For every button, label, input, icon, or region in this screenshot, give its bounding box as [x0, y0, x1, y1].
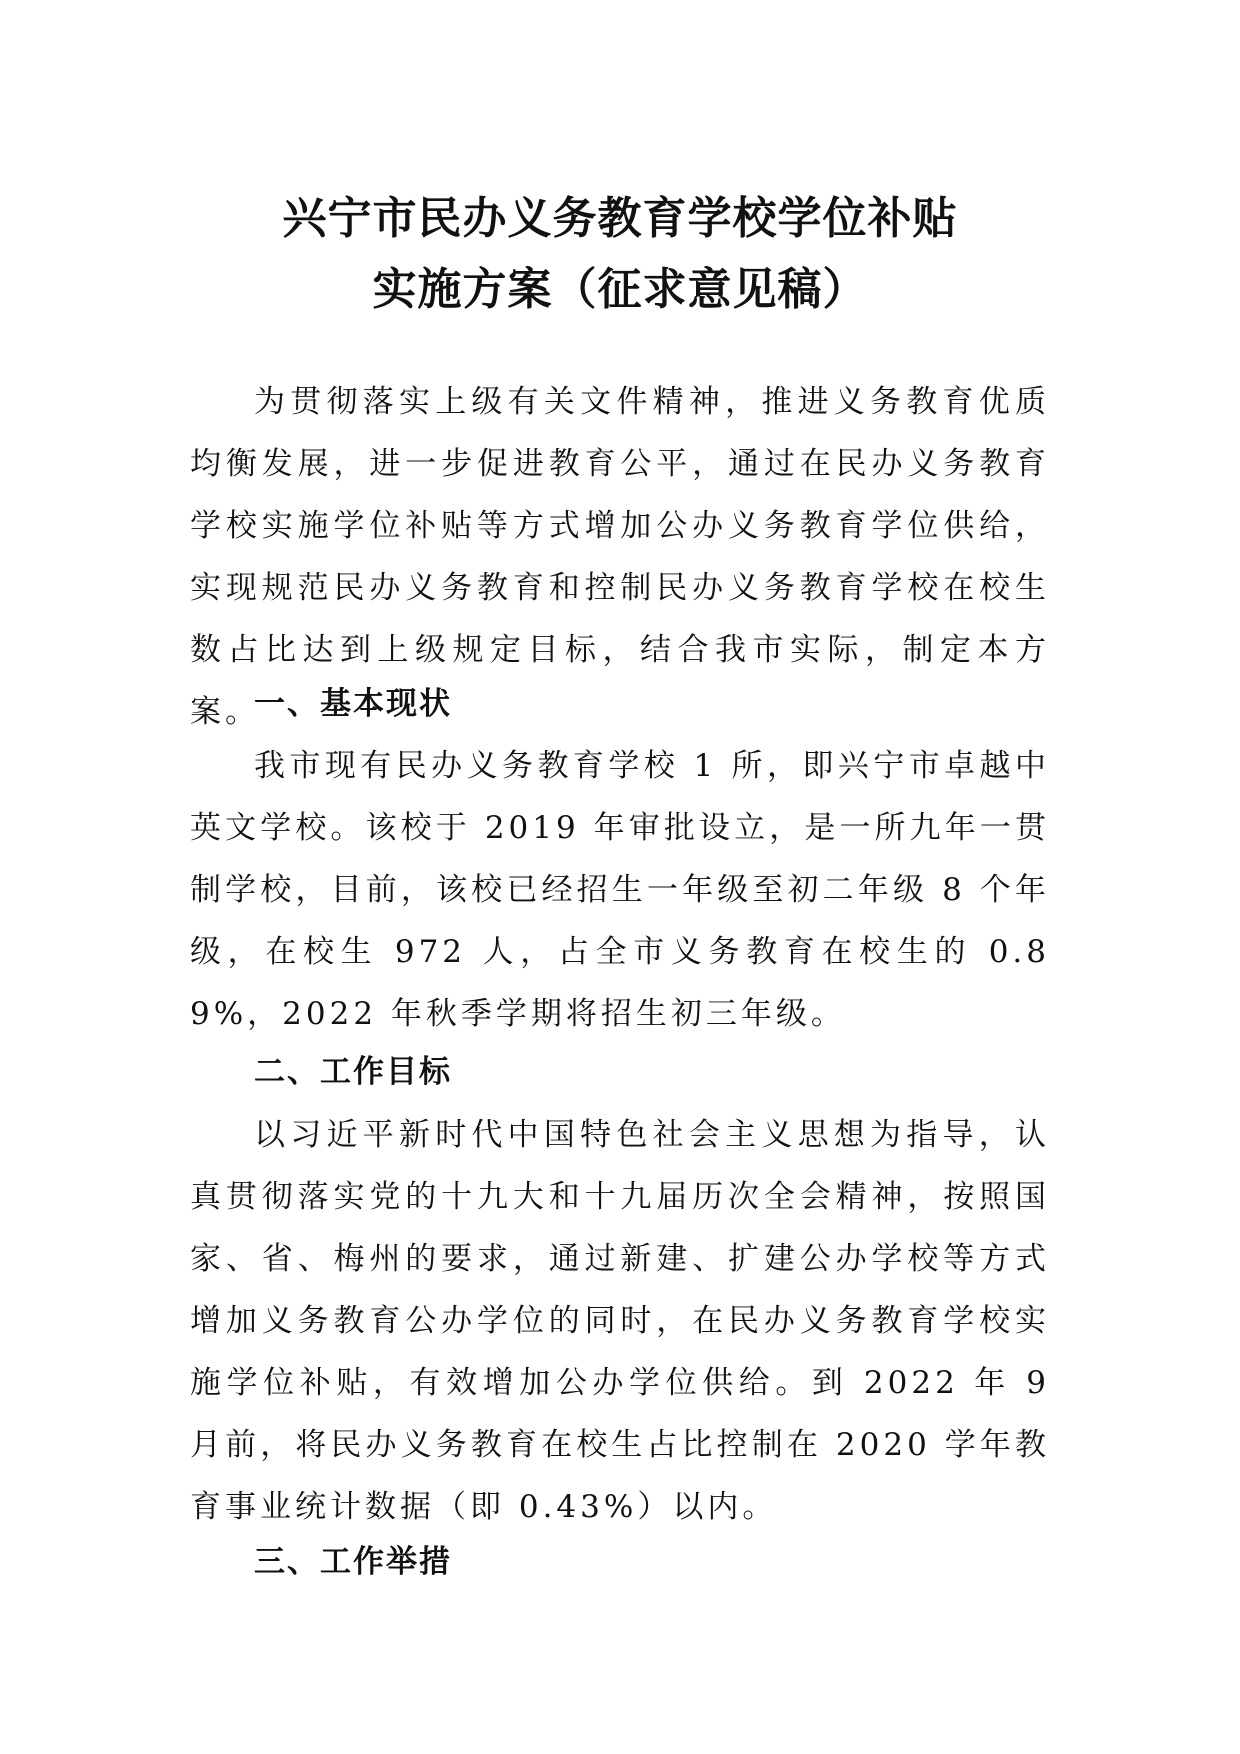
- section-heading-work-goals: 二、工作目标: [254, 1054, 452, 1090]
- section-body-work-goals: 以习近平新时代中国特色社会主义思想为指导，认真贯彻落实党的十九大和十九届历次全会精神，按照国家、省、梅州的要求，通过新建、扩建公办学校等方式增加义务教育公办学位的同时，在民办义务教育学校实施学位补贴，有效增加公办学位供给。到 2022 年 9 月前，将民办义务教育在校生占比控制在 2020 学年教育事业统计数据（即 0.43%）以内。: [190, 1117, 1050, 1525]
- intro-paragraph: 为贯彻落实上级有关文件精神，推进义务教育优质均衡发展，进一步促进教育公平，通过在民办义务教育学校实施学位补贴等方式增加公办义务教育学位供给，实现规范民办义务教育和控制民办义务教育学校在校生数占比达到上级规定目标，结合我市实际，制定本方案。: [190, 384, 1050, 730]
- section-heading-current-status: 一、基本现状: [254, 686, 452, 722]
- document-title-line-2: 实施方案（征求意见稿）: [372, 264, 868, 315]
- section-body-current-status: 我市现有民办义务教育学校 1 所，即兴宁市卓越中英文学校。该校于 2019 年审批设立，是一所九年一贯制学校，目前，该校已经招生一年级至初二年级 8 个年级，在校生 972 人，占全市义务教育在校生的 0.89%，2022 年秋季学期将招生初三年级。: [190, 748, 1050, 1032]
- section-heading-work-measures: 三、工作举措: [254, 1544, 452, 1580]
- document-title-line-1: 兴宁市民办义务教育学校学位补贴: [282, 193, 958, 244]
